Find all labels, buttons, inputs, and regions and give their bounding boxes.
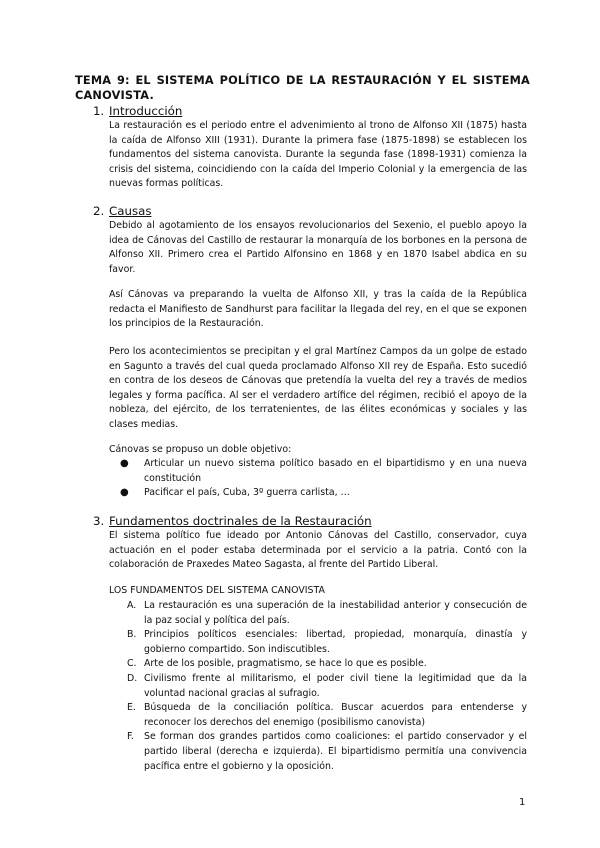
objectives-list [109, 457, 527, 501]
list-item-text: La restauración es una superación de la inestabilidad anterior y consecución de la paz social y política del país. [144, 600, 527, 626]
list-marker: B. [127, 629, 137, 641]
list-marker: E. [127, 702, 136, 714]
list-item-text: Se forman dos grandes partidos como coaliciones: el partido conservador y el partido liberal (derecha e izquierda). El bipartidismo permitía una convivencia pacífica entre el gobierno y la oposición. [144, 731, 527, 772]
section-title: Fundamentos doctrinales de la Restauración [109, 514, 372, 528]
list-item-text: Principios políticos esenciales: libertad, propiedad, monarquía, dinastía y gobierno compartido. Son indiscutibles. [144, 629, 527, 655]
list-item-text: Pacificar el país, Cuba, 3º guerra carlista, … [144, 487, 350, 499]
section-heading-fundamentos [93, 514, 372, 528]
section-title: Causas [109, 204, 152, 218]
subheading: LOS FUNDAMENTOS DEL SISTEMA CANOVISTA [109, 585, 325, 596]
list-item-text: Civilismo frente al militarismo, el poder civil tiene la legitimidad que da la voluntad nacional gracias al sufragio. [144, 672, 527, 699]
list-item [109, 486, 527, 501]
section-number: 1. [93, 104, 105, 118]
section-heading-causas [93, 204, 151, 218]
list-marker: D. [127, 672, 138, 684]
list-item [109, 457, 527, 486]
section-heading-introduccion [93, 104, 182, 118]
bullet-dot-icon: ● [120, 458, 129, 469]
paragraph: La restauración es el periodo entre el advenimiento al trono de Alfonso XII (1875) hasta la caída de Alfonso XIII (1931). Durante la primera fase (1875-1898) se establecen los fundamentos del sistema canovista. Durante la segunda fase (1898-1931) comienza la crisis del sistema, coincidiendo con la caída del Imperio Colonial y la emergencia de las nuevas formas políticas. [109, 120, 527, 190]
list-item [109, 672, 527, 701]
fundamentos-list [109, 599, 527, 774]
bullet-dot-icon: ● [120, 487, 129, 499]
paragraph: Cánovas se propuso un doble objetivo: [109, 444, 292, 455]
list-item [109, 599, 527, 628]
paragraph: El sistema político fue ideado por Antonio Cánovas del Castillo, conservador, cuya actuación en el poder estaba determinada por el servicio a la patria. Contó con la colaboración de Praxedes Mateo Sagasta, al frente del Partido Liberal. [109, 530, 527, 571]
list-item [109, 730, 527, 774]
section-number: 3. [93, 514, 105, 528]
paragraph: Pero los acontecimientos se precipitan y el gral Martínez Campos da un golpe de estado en Sagunto a través del cual queda proclamado Alfonso XII rey de España. Esto sucedió en contra de los deseos de Cánovas que pretendía la vuelta del rey a través de medios legales y forma pacífica. Al ser el verdadero artífice del régimen, recibió el apoyo de la nobleza, del ejército, de los terratenientes, de las élites económicas y sociales y las clases medias. [109, 346, 527, 430]
list-item-text: Búsqueda de la conciliación política. Buscar acuerdos para entenderse y reconocer los derechos del enemigo (posibilismo canovista) [144, 702, 527, 728]
list-marker: F. [127, 731, 134, 743]
list-marker: A. [127, 600, 137, 611]
section-number: 2. [93, 204, 105, 218]
section-title: Introducción [109, 104, 183, 118]
list-item-text: Articular un nuevo sistema político basado en el bipartidismo y en una nueva constitución [144, 458, 527, 484]
paragraph: Así Cánovas va preparando la vuelta de Alfonso XII, y tras la caída de la República redacta el Manifiesto de Sandhurst para facilitar la llegada del rey, en el que se exponen los principios de la Restauración. [109, 289, 527, 330]
list-item [109, 701, 527, 730]
list-item [109, 657, 527, 672]
list-item-text: Arte de los posible, pragmatismo, se hace lo que es posible. [144, 658, 427, 670]
paragraph: Debido al agotamiento de los ensayos revolucionarios del Sexenio, el pueblo apoyo la idea de Cánovas del Castillo de restaurar la monarquía de los borbones en la persona de Alfonso XII. Primero crea el Partido Alfonsino en 1868 y en 1870 Isabel abdica en su favor. [109, 220, 527, 275]
list-marker: C. [127, 658, 137, 670]
document-title: TEMA 9: EL SISTEMA POLÍTICO DE LA RESTAURACIÓN Y EL SISTEMA CANOVISTA. [75, 74, 530, 102]
page-number: 1 [519, 797, 526, 808]
list-item [109, 628, 527, 657]
